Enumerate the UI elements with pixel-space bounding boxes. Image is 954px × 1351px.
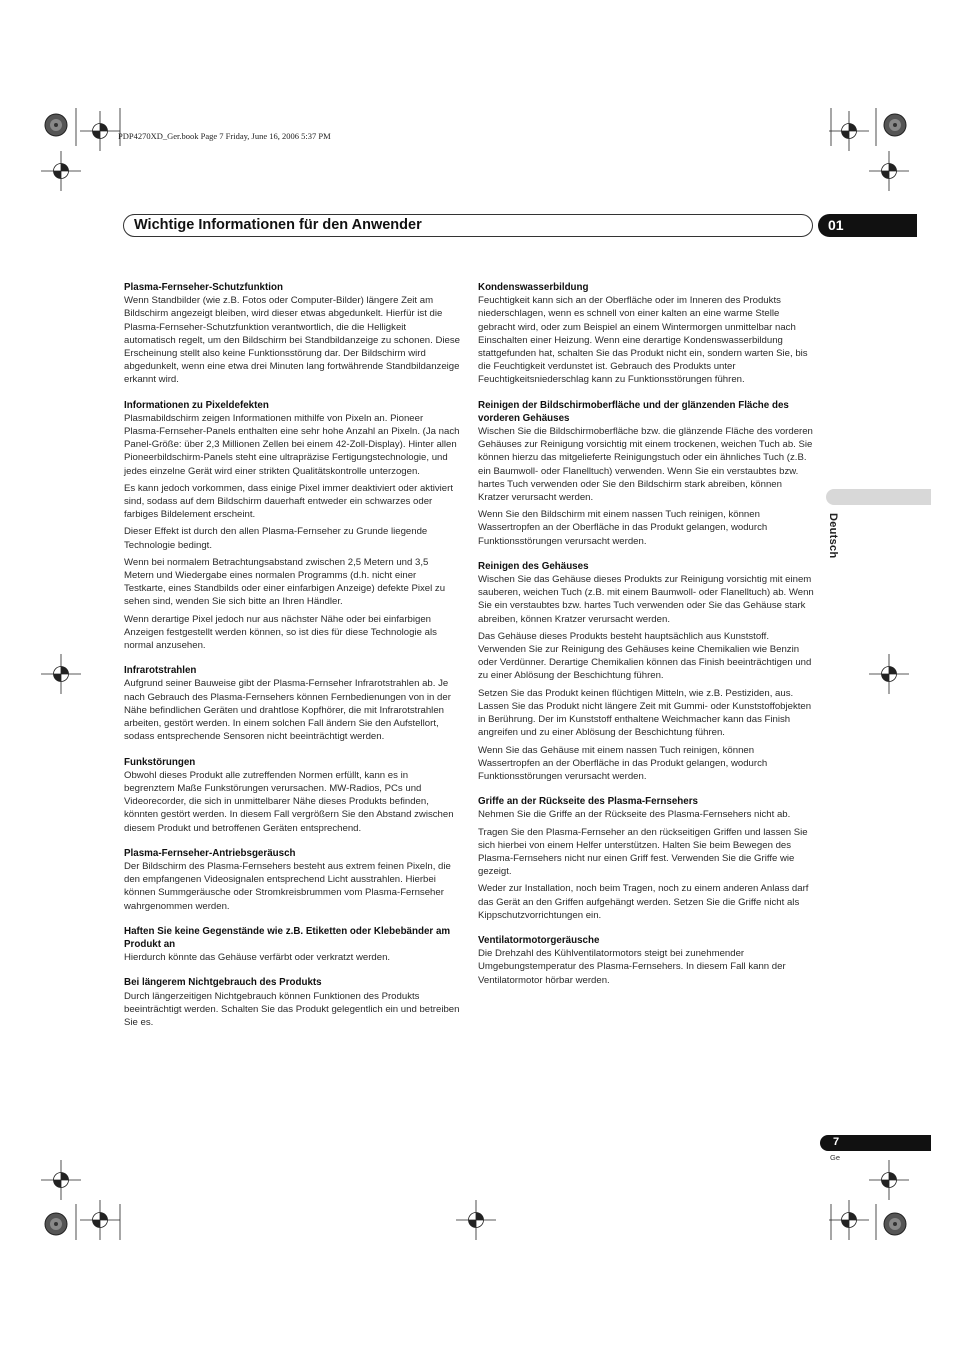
section	[478, 795, 814, 922]
section	[124, 925, 460, 965]
right-column	[478, 281, 814, 999]
section	[124, 664, 460, 743]
paragraph: Wenn Standbilder (wie z.B. Fotos oder Computer-Bilder) längere Zeit am Bildschirm angezeigt bleiben, wird dieser etwas abgedunkelt. Hierfür ist die Plasma-Fernseher-Schutzfunktion verantwortlich, die die Helligkeit automatisch regelt, um den Bildschirm bei Standbildanzeige zu schonen. Diese Erscheinung stellt also keine Funktionsstörung dar. Der Bildschirm wird abgedunkelt, wenn eine etwa drei Minuten lang fortwährende Standbildanzeige erkannt wird.	[124, 295, 460, 386]
paragraph: Weder zur Installation, noch beim Tragen, noch zu einem anderen Anlass darf das Gerät an den Griffen aufgehängt werden. Setzen Sie die Griffe nicht als Kippschutzvorrichtungen ein.	[478, 883, 809, 921]
paragraph: Feuchtigkeit kann sich an der Oberfläche oder im Inneren des Produkts niederschlagen, wenn es schnell von einer kalten an eine warme Stelle gebracht wird, oder zum Beispiel an einem Wintermorgen unmittelbar nach Einschalten einer Heizung. Wenn eine derartige Kondenswasserbildung stattgefunden hat, schalten Sie das Produkt nicht ein, sondern warten Sie, bis die Feuchtigkeit verdunstet ist. Gebrauch des Produkts unter Feuchtigkeitsniederschlag kann zu Funktionsstörungen führen.	[478, 295, 808, 386]
language-tab	[826, 489, 931, 505]
print-info: PDP4270XD_Ger.book Page 7 Friday, June 16, 2006 5:37 PM	[118, 131, 331, 141]
section-heading: Haften Sie keine Gegenstände wie z.B. Etiketten oder Klebebänder am Produkt an	[124, 925, 451, 950]
paragraph: Wenn derartige Pixel jedoch nur aus nächster Nähe oder bei einfarbigen Anzeigen festgestellt werden können, so ist dies für diese Technologie als normal anzusehen.	[124, 613, 437, 652]
section-heading: Reinigen des Gehäuses	[478, 560, 589, 572]
section	[124, 399, 460, 653]
paragraph: Wenn Sie das Gehäuse mit einem nassen Tuch reinigen, können Wassertropfen an der Oberfläche in das Produkt gelangen, wodurch Funktionsstörungen verursacht werden.	[478, 744, 768, 782]
page-number: 7	[833, 1136, 840, 1148]
section-heading: Plasma-Fernseher-Antriebsgeräusch	[124, 847, 296, 859]
section-heading: Ventilatormotorgeräusche	[478, 934, 600, 946]
paragraph: Obwohl dieses Produkt alle zutreffenden Normen erfüllt, kann es in begrenztem Maße Funkstörungen verursachen. MW-Radios, PCs und Videorecorder, die sich in unmittelbarer Nähe dieses Produkts befinden, könnten gestört werden. In diesem Fall vergrößern Sie den Abstand zwischen diesem Produkt und betroffenen Geräten entsprechend.	[124, 769, 454, 834]
section-heading: Reinigen der Bildschirmoberfläche und der glänzenden Fläche des vorderen Gehäuses	[478, 399, 789, 424]
paragraph: Wischen Sie das Gehäuse dieses Produkts zur Reinigung vorsichtig mit einem sauberen, weichen Tuch (z.B. mit einem Baumwoll- oder Flanelltuch) ab. Wenn Sie ein verstaubtes bzw. hartes Tuch verwenden oder Sie das Gehäuse stark abreiben, können Kratzer verursacht werden.	[478, 574, 814, 625]
section-heading: Kondenswasserbildung	[478, 282, 589, 293]
paragraph: Es kann jedoch vorkommen, dass einige Pixel immer deaktiviert oder aktiviert sind, sodass auf dem Bildschirm dauerhaft entweder ein schwarzes oder farbiges Bildelement erscheint.	[124, 482, 453, 521]
paragraph: Das Gehäuse dieses Produkts besteht hauptsächlich aus Kunststoff. Verwenden Sie zur Reinigung des Gehäuses keine Chemikalien wie Benzin oder Verdünner. Derartige Chemikalien können das Finish beeinträchtigen und zu einer Ablösung der Beschichtung führen.	[478, 630, 812, 682]
section-heading: Griffe an der Rückseite des Plasma-Fernsehers	[478, 796, 698, 808]
page-number-tab	[820, 1135, 931, 1151]
paragraph: Dieser Effekt ist durch den allen Plasma-Fernseher zu Grunde liegende Technologie bedingt.	[124, 526, 428, 551]
chapter-number: 01	[828, 217, 844, 233]
paragraph: Der Bildschirm des Plasma-Fernsehers besteht aus extrem feinen Pixeln, die den empfangenen Videosignalen entsprechend Licht ausstrahlen. Hierbei können Summgeräusche oder Stromkreisbrummen vom Plasma-Fernseher wahrgenommen werden.	[124, 860, 451, 912]
section	[124, 847, 460, 913]
paragraph: Hierdurch könnte das Gehäuse verfärbt oder verkratzt werden.	[124, 952, 391, 964]
section-heading: Infrarotstrahlen	[124, 665, 197, 677]
paragraph: Die Drehzahl des Kühlventilatormotors steigt bei zunehmender Umgebungstemperatur des Plasma-Fernsehers. In diesem Fall kann der Ventilatormotor hörbar werden.	[478, 948, 786, 986]
chapter-header	[123, 214, 813, 237]
page-language-code: Ge	[830, 1153, 841, 1162]
section	[124, 281, 460, 387]
page-title: Wichtige Informationen für den Anwender	[134, 217, 422, 233]
section	[478, 399, 814, 548]
paragraph: Setzen Sie das Produkt keinen flüchtigen Mitteln, wie z.B. Pestiziden, aus. Lassen Sie das Produkt nicht längere Zeit mit Gummi- oder Kunststoffobjekten in Berührung. Der im Kunststoff enthaltene Weichmacher kann das Finish angreifen und zu einer Ablösung der Beschichtung führen.	[478, 687, 812, 739]
chapter-number-tab	[818, 214, 917, 237]
paragraph: Durch längerzeitigen Nichtgebrauch können Funktionen des Produkts beeinträchtigt werden. Schalten Sie das Produkt gelegentlich ein und betreiben Sie es.	[124, 990, 460, 1028]
paragraph: Wenn Sie den Bildschirm mit einem nassen Tuch reinigen, können Wassertropfen an der Oberfläche in das Produkt gelangen, wodurch Funktionsstörungen verursacht werden.	[478, 509, 768, 547]
paragraph: Aufgrund seiner Bauweise gibt der Plasma-Fernseher Infrarotstrahlen ab. Je nach Gebrauch des Plasma-Fernsehers können Fernbedienungen von in der Nähe befindlichen Geräten und drahtlose Kopfhörer, die mit Infrarotstrahlen arbeiten, gestört werden. In einem solchen Fall ändern Sie den Aufstellort, sodass entsprechende Sensoren nicht beeinträchtigt werden.	[124, 678, 451, 743]
section	[124, 756, 460, 835]
section	[124, 976, 460, 1029]
paragraph: Wenn bei normalem Betrachtungsabstand zwischen 2,5 Metern und 3,5 Metern und Wiedergabe eines normalen Programms (d.h. nicht einer Testkarte, eines Standbilds oder einer einfarbigen Anzeige) defekte Pixel zu sehen sind, wenden Sie sich bitte an Ihren Händler.	[124, 556, 446, 608]
section	[478, 934, 814, 987]
section-heading: Bei längerem Nichtgebrauch des Produkts	[124, 977, 322, 989]
paragraph: Wischen Sie die Bildschirmoberfläche bzw. die glänzende Fläche des vorderen Gehäuses zur Reinigung vorsichtig mit einem trockenen, weichen Tuch ab. Sie können hierzu das mitgelieferte Reinigungstuch oder ein ähnliches Tuch (z.B. ein Baumwoll- oder Flanelltuch) verwenden. Wenn Sie ein verstaubtes bzw. hartes Tuch verwenden oder Sie den Bildschirm stark abreiben, können Kratzer verursacht werden.	[478, 426, 813, 504]
language-label: Deutsch	[827, 513, 839, 559]
section-heading: Plasma-Fernseher-Schutzfunktion	[124, 282, 283, 293]
section-heading: Informationen zu Pixeldefekten	[124, 399, 269, 411]
paragraph: Tragen Sie den Plasma-Fernseher an den rückseitigen Griffen und lassen Sie sich hierbei von einem Helfer unterstützen. Halten Sie beim Bewegen des Plasma-Fernsehers nicht nur einen Griff fest. Verwenden Sie die Griffe wie gezeigt.	[478, 826, 808, 878]
section	[478, 560, 814, 783]
section	[478, 281, 814, 387]
paragraph: Plasmabildschirm zeigen Informationen mithilfe von Pixeln an. Pioneer Plasma-Fernseher-Panels enthalten eine sehr hohe Anzahl an Pixeln. (Ja nach Panel-Größe: über 2,3 Millionen Zellen bei einem 42-Zoll-Display). Hinter allen Pioneerbildschirm-Panels steht eine ultrapräzise Fertigungstechnologie, und jedes einzelne Gerät wird einer strikten Qualitätskontrolle unterzogen.	[124, 412, 460, 477]
left-column	[124, 281, 460, 1041]
paragraph: Nehmen Sie die Griffe an der Rückseite des Plasma-Fernsehers nicht ab.	[478, 809, 791, 821]
section-heading: Funkstörungen	[124, 756, 196, 768]
